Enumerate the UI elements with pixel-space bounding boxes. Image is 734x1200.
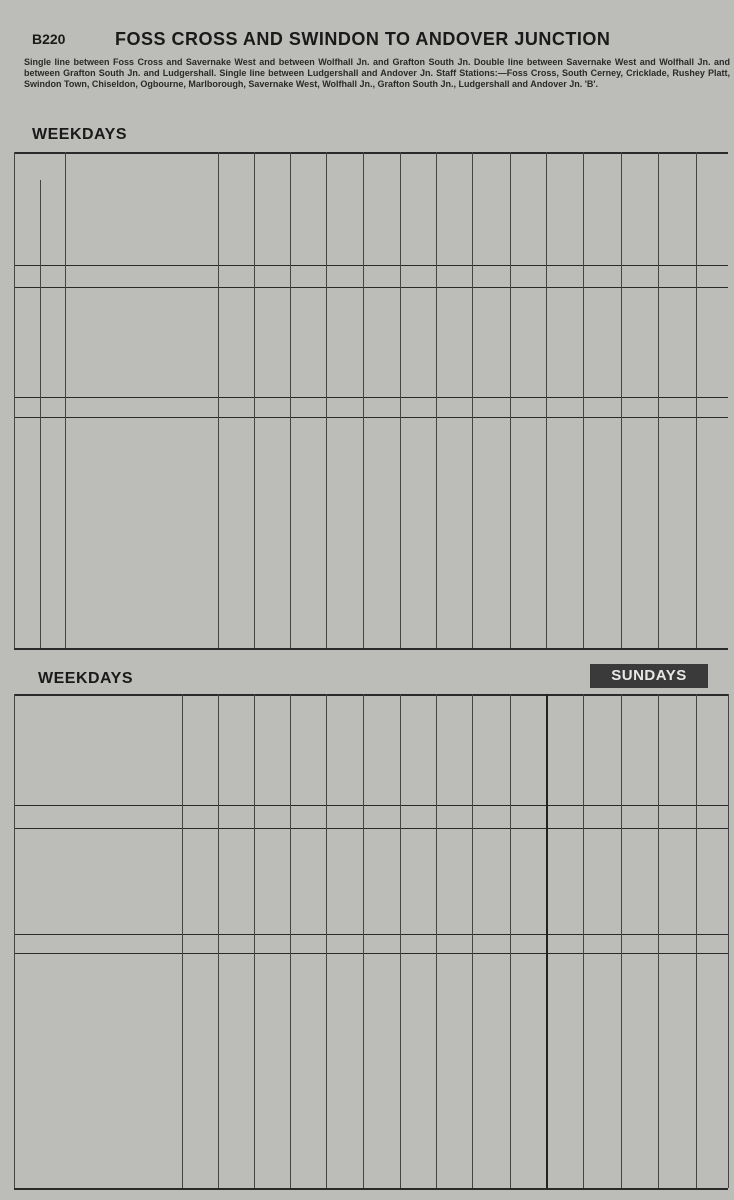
- intro-text: Single line between Foss Cross and Savernake West and between Wolfhall Jn. and Grafton South Jn. Double line between Savernake West and Wolfhall Jn. and between Grafton South Jn. and Ludgershall. Single line between Ludgershall and Andover Jn. Staff Stations:—Foss Cross, South Cerney, Cricklade, Rushey Platt, Swindon Town, Chiseldon, Ogbourne, Marlborough, Savernake West, Wolfhall Jn., Grafton South Jn., Ludgershall and Andover Jn. 'B'.: [24, 57, 730, 89]
- top-vline-col-5: [436, 152, 437, 648]
- bottom-vline-col-1: [218, 694, 219, 1188]
- bottom-vline-col-9: [510, 694, 511, 1188]
- top-vline-col-2: [326, 152, 327, 648]
- top-vline-col-7: [510, 152, 511, 648]
- top-vline-col-4: [400, 152, 401, 648]
- bottom-vline-col-6: [400, 694, 401, 1188]
- bottom-vline-col-15: [728, 694, 729, 1188]
- bottom-vline-col-14: [696, 694, 697, 1188]
- bottom-vline-left: [14, 694, 15, 1188]
- top-vline-col-1: [290, 152, 291, 648]
- bnote-0: [191, 728, 209, 798]
- top-vline-col-6: [472, 152, 473, 648]
- top-vline-col-10: [621, 152, 622, 648]
- weekdays-heading-top: WEEKDAYS: [32, 126, 127, 143]
- bottom-table-border-bottom: [14, 1188, 728, 1190]
- sundays-heading: SUNDAYS: [590, 664, 708, 688]
- bottom-vline-col-3: [290, 694, 291, 1188]
- bottom-vline-col-8: [472, 694, 473, 1188]
- top-vline-col-11: [658, 152, 659, 648]
- top-vline-col-0: [254, 152, 255, 648]
- bottom-vline-col-13: [658, 694, 659, 1188]
- bottom-vline-col-11: [583, 694, 584, 1188]
- top-vline-col-9: [583, 152, 584, 648]
- page-title: FOSS CROSS AND SWINDON TO ANDOVER JUNCTION: [115, 29, 611, 49]
- top-table-border-bottom: [14, 648, 728, 650]
- bottom-vline-col-7: [436, 694, 437, 1188]
- bottom-vline-col-12: [621, 694, 622, 1188]
- top-vline-stations: [218, 152, 219, 648]
- top-vline-col-3: [363, 152, 364, 648]
- top-vline-mileage-split: [40, 180, 41, 648]
- bottom-vline-col-2: [254, 694, 255, 1188]
- top-vline-col-8: [546, 152, 547, 648]
- top-vline-left: [14, 152, 15, 648]
- table-code: B220: [32, 31, 66, 47]
- top-vline-mileage: [65, 152, 66, 648]
- bottom-vline-col-5: [363, 694, 364, 1188]
- bnote-1: [227, 728, 245, 798]
- top-vline-col-12: [696, 152, 697, 648]
- weekdays-heading-bottom: WEEKDAYS: [38, 670, 133, 687]
- bottom-vline-col-4: [326, 694, 327, 1188]
- bottom-vline-col-0: [182, 694, 183, 1188]
- bottom-vline-col-10: [546, 694, 548, 1188]
